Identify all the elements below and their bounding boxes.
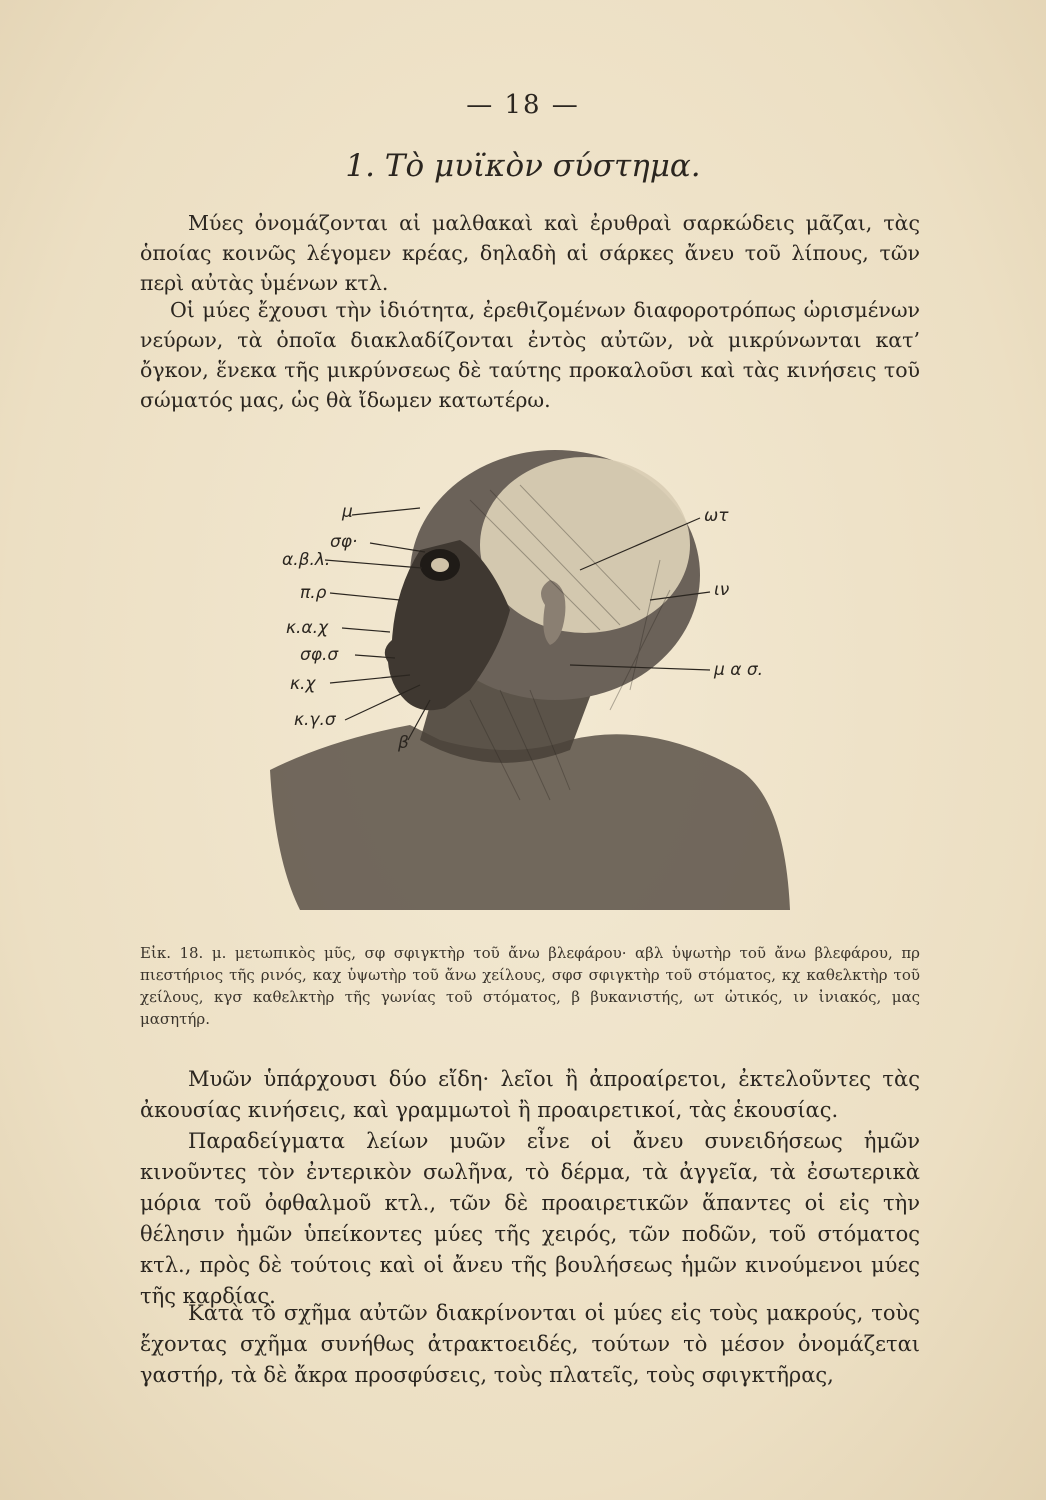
paragraph-3: Μυῶν ὑπάρχουσι δύο εἴδη· λεῖοι ἢ ἀπροαίρετοι, ἐκτελοῦντες τὰς ἀκουσίας κινήσεις, καὶ γραμμωτοὶ ἢ προαιρετικοί, τὰς ἑκουσίας. xyxy=(140,1067,920,1122)
label-abl: α.β.λ. xyxy=(282,550,331,570)
paragraph-4: Παραδείγματα λείων μυῶν εἶνε οἱ ἄνευ συνειδήσεως ἡμῶν κινοῦντες τὸν ἐντερικὸν σωλῆνα, τὸ δέρμα, τὰ ἀγγεῖα, τὰ ἐσωτερικὰ μόρια τοῦ ὀφθαλμοῦ κτλ., τῶν δὲ προαιρετικῶν ἅπαντες οἱ εἰς τὴν θέλησιν ἡμῶν ὑπείκοντες μύες τῆς χειρός, τῶν ποδῶν, τοῦ στόματος κτλ., πρὸς δὲ τούτοις καὶ οἱ ἄνευ τῆς βουλήσεως ἡμῶν κινούμενοι μύες τῆς καρδίας. xyxy=(140,1129,920,1308)
label-sf: σφ· xyxy=(330,532,358,552)
label-in: ιν xyxy=(714,580,730,600)
paragraph-1: Μύες ὀνομάζονται αἱ μαλθακαὶ καὶ ἐρυθραὶ σαρκώδεις μᾶζαι, τὰς ὁποίας κοινῶς λέγομεν κρέας, δηλαδὴ αἱ σάρκες ἄνευ τοῦ λίπους, τῶν περὶ αὐτὰς ὑμένων κτλ. xyxy=(140,211,920,295)
page-number: — 18 — xyxy=(466,90,580,120)
label-b: β xyxy=(398,733,409,753)
paragraph-2: Οἱ μύες ἔχουσι τὴν ἰδιότητα, ἐρεθιζομένων διαφοροτρόπως ὡρισμένων νεύρων, τὰ ὁποῖα διακλαδίζονται ἐντὸς αὐτῶν, νὰ μικρύνωνται κατ’ ὄγκον, ἕνεκα τῆς μικρύνσεως δὲ ταύτης προκαλοῦσι καὶ τὰς κινήσεις τοῦ σώματός μας, ὡς θὰ ἴδωμεν κατωτέρω. xyxy=(140,298,920,412)
paragraph-5: Κατὰ τὸ σχῆμα αὐτῶν διακρίνονται οἱ μύες εἰς τοὺς μακρούς, τοὺς ἔχοντας σχῆμα συνήθως ἀτρακτοειδές, τούτων τὸ μέσον ὀνομάζεται γαστήρ, τὰ δὲ ἄκρα προσφύσεις, τοὺς πλατεῖς, τοὺς σφιγκτῆρας, xyxy=(140,1301,920,1387)
section-title: 1. Τὸ μυϊκὸν σύστημα. xyxy=(345,148,701,184)
figure-caption: Εἰκ. 18. μ. μετωπικὸς μῦς, σφ σφιγκτὴρ τοῦ ἄνω βλεφάρου· αβλ ὑψωτὴρ τοῦ ἄνω βλεφάρου, πρ πιεστήριος τῆς ρινός, καχ ὑψωτὴρ τοῦ ἄνω χείλους, σφσ σφιγκτὴρ τοῦ στόματος, κχ καθελκτὴρ τοῦ χείλους, κγσ καθελκτὴρ τῆς γωνίας τοῦ στόματος, β βυκανιστής, ωτ ὠτικός, ιν ἰνιακός, μας μασητήρ. xyxy=(140,944,920,1028)
label-sfs: σφ.σ xyxy=(300,645,339,665)
label-pr: π.ρ xyxy=(300,583,327,603)
label-m: μ xyxy=(342,502,353,522)
label-kx: κ.χ xyxy=(290,674,316,694)
label-kgs: κ.γ.σ xyxy=(294,710,336,730)
anatomical-head-figure xyxy=(270,440,800,920)
label-kax: κ.α.χ xyxy=(286,618,329,638)
label-mas: μ α σ. xyxy=(714,660,764,680)
label-ot: ωτ xyxy=(704,506,729,526)
